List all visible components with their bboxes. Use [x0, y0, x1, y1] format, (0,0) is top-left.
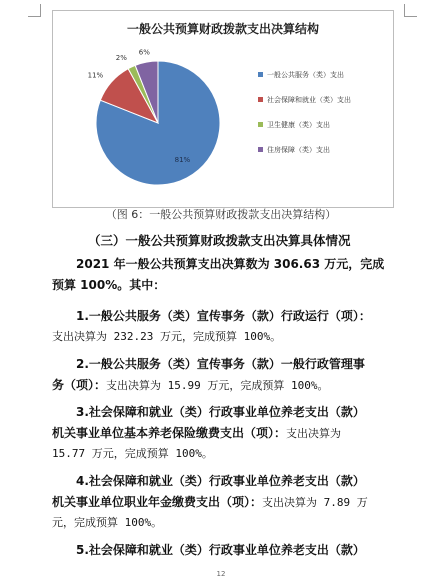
page-number: 12 [216, 570, 226, 578]
item-4-line-2 [52, 493, 368, 510]
crop-mark-top-left [28, 4, 41, 17]
summary-line-1: 2021 年一般公共预算支出决算数为 306.63 万元，完成 [76, 257, 385, 271]
item-1-heading: 1.一般公共服务（类）宣传事务（款）行政运行（项）： [76, 309, 371, 323]
item-5-heading: 5.社会保障和就业（类）行政事业单位养老支出（款） [76, 543, 365, 557]
legend-label-1: 一般公共服务（类）支出 [267, 71, 344, 79]
item-3-line-1 [76, 403, 365, 420]
pie-label-3: 2% [115, 53, 127, 62]
legend-label-3: 卫生健康（类）支出 [267, 121, 330, 129]
item-5-line-1 [76, 541, 365, 558]
chart-title: 一般公共预算财政拨款支出决算结构 [126, 22, 320, 36]
pie-label-2: 11% [87, 71, 104, 80]
legend-swatch-1 [258, 72, 263, 77]
item-2-detail: 支出决算为 15.99 万元，完成预算 100%。 [106, 379, 329, 392]
figure-caption: （图 6：一般公共预算财政拨款支出决算结构） [105, 208, 337, 221]
pie-chart [52, 10, 394, 208]
item-3-detail-cont: 15.77 万元，完成预算 100%。 [52, 447, 213, 460]
item-2-heading-cont: 务（项）： [52, 378, 107, 392]
chart-legend [258, 70, 351, 154]
pie-label-1: 81% [174, 155, 191, 164]
item-2-line-1 [76, 355, 365, 372]
item-1-line-2 [52, 328, 281, 344]
legend-swatch-3 [258, 122, 263, 127]
item-4-line-3 [52, 514, 162, 530]
item-4-detail-cont: 元，完成预算 100%。 [52, 516, 163, 529]
legend-label-4: 住房保障（类）支出 [267, 146, 330, 154]
item-1-line-1 [76, 307, 371, 324]
legend-swatch-2 [258, 97, 263, 102]
item-4-line-1 [76, 472, 365, 489]
pie-slices [96, 61, 220, 185]
item-3-line-3 [52, 445, 213, 461]
pie-label-4: 6% [138, 48, 150, 57]
legend-label-2: 社会保障和就业（类）支出 [267, 96, 351, 104]
pie-chart-svg [53, 11, 393, 207]
item-4-detail: 支出决算为 7.89 万 [262, 496, 368, 509]
item-4-heading-cont: 机关事业单位职业年金缴费支出（项）： [52, 495, 263, 509]
item-3-heading: 3.社会保障和就业（类）行政事业单位养老支出（款） [76, 405, 365, 419]
item-3-line-2 [52, 424, 341, 441]
item-3-detail: 支出决算为 [286, 427, 342, 440]
legend-swatch-4 [258, 147, 263, 152]
crop-mark-top-right [404, 4, 417, 17]
item-4-heading: 4.社会保障和就业（类）行政事业单位养老支出（款） [76, 474, 365, 488]
summary-line-2: 预算 100%。其中： [52, 278, 166, 292]
item-2-line-2 [52, 376, 329, 393]
item-3-heading-cont: 机关事业单位基本养老保险缴费支出（项）： [52, 426, 287, 440]
item-1-detail: 支出决算为 232.23 万元，完成预算 100%。 [52, 330, 282, 343]
section-heading: （三）一般公共预算财政拨款支出决算具体情况 [88, 233, 351, 248]
item-2-heading: 2.一般公共服务（类）宣传事务（款）一般行政管理事 [76, 357, 365, 371]
